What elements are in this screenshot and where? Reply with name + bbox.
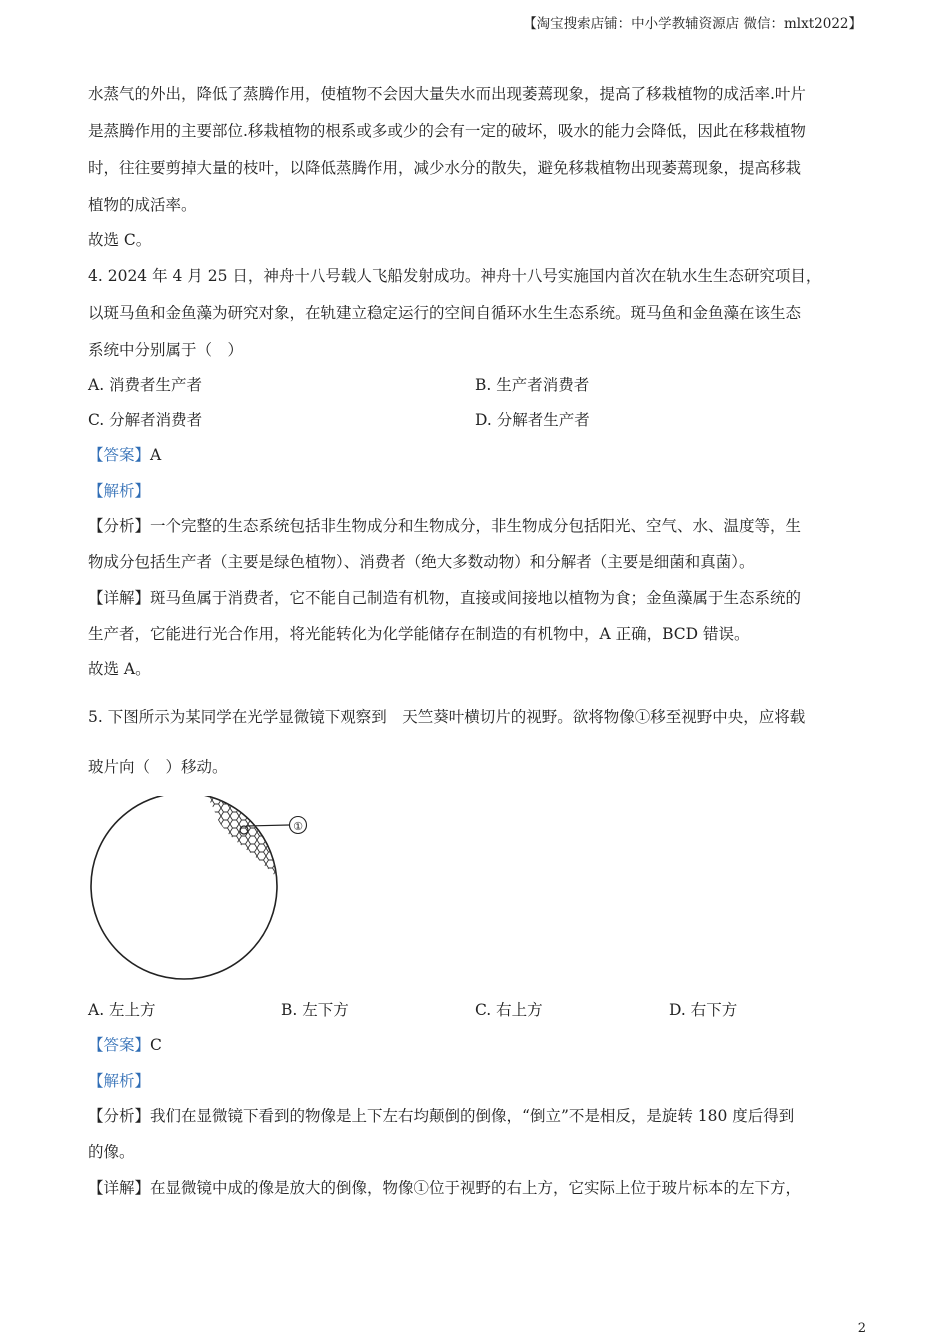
fenxi-text: 一个完整的生态系统包括非生物成分和生物成分，非生物成分包括阳光、空气、水、温度等，生: [150, 517, 802, 535]
xiangjie-tag: 【详解】: [88, 1179, 151, 1197]
fenxi-tag: 【分析】: [88, 517, 151, 535]
answer-value: A: [150, 446, 162, 464]
xiangjie-tag: 【详解】: [88, 589, 151, 607]
analysis-tag: 【解析】: [88, 1072, 151, 1090]
fenxi-line: 的像。: [88, 1143, 135, 1161]
fenxi-text: 我们在显微镜下看到的物像是上下左右均颠倒的倒像，“倒立”不是相反，是旋转 180 度后得到: [150, 1107, 795, 1125]
page-header: 【淘宝搜索店铺：中小学教辅资源店 微信：mlxt2022】: [523, 16, 862, 32]
option-a: A. 消费者生产者: [88, 376, 203, 394]
question-4-line: 以斑马鱼和金鱼藻为研究对象，在轨建立稳定运行的空间自循环水生生态系统。斑马鱼和金鱼藻在该生态: [88, 304, 802, 322]
question-5-line: 玻片向（ ）移动。: [88, 758, 228, 776]
conclusion: 故选 A。: [88, 660, 151, 678]
answer-value: C: [150, 1036, 162, 1054]
page-number: 2: [857, 1321, 866, 1336]
answer: [88, 1033, 162, 1055]
answer-tag: 【答案】: [88, 1036, 151, 1054]
text-line: 是蒸腾作用的主要部位.移栽植物的根系或多或少的会有一定的破坏，吸水的能力会降低，因此在移栽植物: [88, 122, 806, 140]
microscope-field-figure: [86, 796, 326, 981]
figure-label: ①: [293, 820, 303, 833]
option-a: A. 左上方: [88, 1001, 156, 1019]
text-line: 水蒸气的外出，降低了蒸腾作用，使植物不会因大量失水而出现萎蔫现象，提高了移栽植物的成活率.叶片: [88, 85, 806, 103]
option-d: D. 分解者生产者: [475, 411, 590, 429]
question-4-line: 4. 2024 年 4 月 25 日，神舟十八号载人飞船发射成功。神舟十八号实施国内首次在轨水生生态研究项目，: [88, 267, 822, 285]
question-4-line: 系统中分别属于（ ）: [88, 341, 244, 359]
xiangjie-line: [88, 586, 801, 608]
option-c: C. 分解者消费者: [88, 411, 203, 429]
fenxi-line: 物成分包括生产者（主要是绿色植物）、消费者（绝大多数动物）和分解者（主要是细菌和真菌）。: [88, 553, 755, 571]
option-b: B. 左下方: [281, 1001, 349, 1019]
option-d: D. 右下方: [669, 1001, 738, 1019]
answer-tag: 【答案】: [88, 446, 151, 464]
conclusion: 故选 C。: [88, 231, 152, 249]
xiangjie-text: 斑马鱼属于消费者，它不能自己制造有机物，直接或间接地以植物为食；金鱼藻属于生态系统的: [150, 589, 802, 607]
option-c: C. 右上方: [475, 1001, 543, 1019]
option-b: B. 生产者消费者: [475, 376, 590, 394]
question-5-line: 5. 下图所示为某同学在光学显微镜下观察到 天竺葵叶横切片的视野。欲将物像①移至视野中央，应将载: [88, 708, 806, 726]
xiangjie-line: [88, 1176, 801, 1198]
text-line: 植物的成活率。: [88, 196, 197, 214]
answer: [88, 443, 161, 465]
fenxi-line: [88, 514, 801, 536]
text-line: 时，往往要剪掉大量的枝叶，以降低蒸腾作用，减少水分的散失，避免移栽植物出现萎蔫现象，提高移栽: [88, 159, 802, 177]
xiangjie-text: 在显微镜中成的像是放大的倒像，物像①位于视野的右上方，它实际上位于玻片标本的左下方，: [150, 1179, 802, 1197]
fenxi-tag: 【分析】: [88, 1107, 151, 1125]
fenxi-line: [88, 1104, 794, 1126]
analysis-tag: 【解析】: [88, 482, 151, 500]
xiangjie-line: 生产者，它能进行光合作用，将光能转化为化学能储存在制造的有机物中，A 正确，BCD 错误。: [88, 625, 750, 643]
